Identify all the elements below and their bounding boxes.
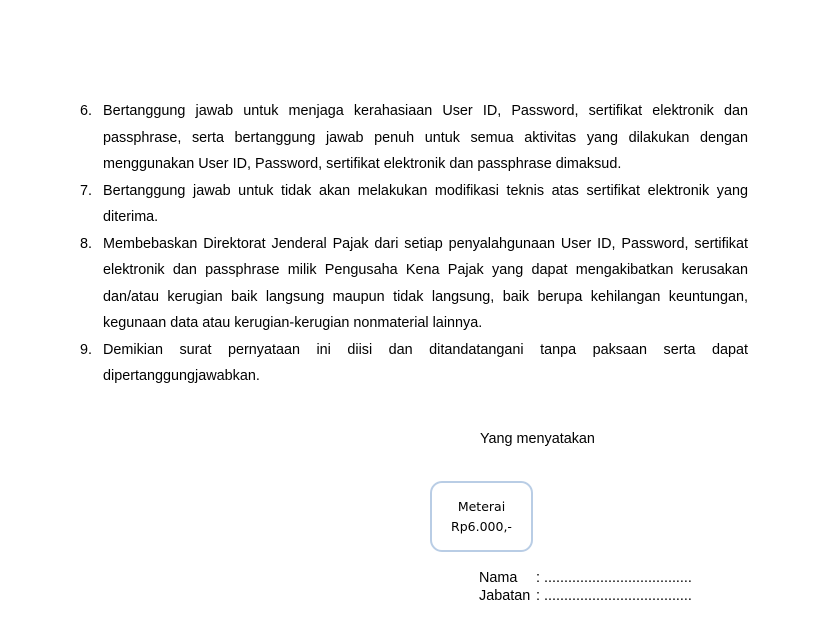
stamp-box xyxy=(430,481,533,552)
position-label: Jabatan xyxy=(479,588,531,604)
signature-fields xyxy=(479,569,692,605)
item-number: 7. xyxy=(80,182,93,199)
name-value: : ..................................... xyxy=(536,570,692,586)
statement-list xyxy=(80,98,748,390)
name-label: Nama xyxy=(479,570,518,586)
item-text: Bertanggung jawab untuk menjaga kerahasiaan User ID, Password, sertifikat elektronik dan passphrase, serta bertanggung jawab penuh untuk semua aktivitas yang dilakukan dengan menggunakan User ID, Password, sertifikat elektronik dan passphrase dimaksud. xyxy=(103,103,748,172)
closing-text: Yang menyatakan xyxy=(480,431,595,447)
list-item xyxy=(80,231,748,337)
item-number: 9. xyxy=(80,341,93,358)
stamp-amount: Rp6.000,- xyxy=(451,518,512,534)
name-field xyxy=(479,569,692,587)
list-item xyxy=(80,98,748,178)
position-field xyxy=(479,587,692,605)
position-value: : ..................................... xyxy=(536,588,692,604)
stamp-label: Meterai xyxy=(457,498,506,514)
item-text: Membebaskan Direktorat Jenderal Pajak dari setiap penyalahgunaan User ID, Password, sertifikat elektronik dan passphrase milik Pengusaha Kena Pajak yang dapat mengakibatkan kerusakan dan/atau kerugian baik langsung maupun tidak langsung, baik berupa kehilangan keuntungan, kegunaan data atau kerugian-kerugian nonmaterial lainnya. xyxy=(103,235,748,331)
list-item xyxy=(80,178,748,231)
item-number: 6. xyxy=(80,103,93,119)
item-number: 8. xyxy=(80,235,93,252)
item-text: Bertanggung jawab untuk tidak akan melakukan modifikasi teknis atas sertifikat elektronik yang diterima. xyxy=(103,182,748,225)
item-text: Demikian surat pernyataan ini diisi dan ditandatangani tanpa paksaan serta dapat dipertanggungjawabkan. xyxy=(103,341,748,384)
list-item xyxy=(80,337,748,390)
